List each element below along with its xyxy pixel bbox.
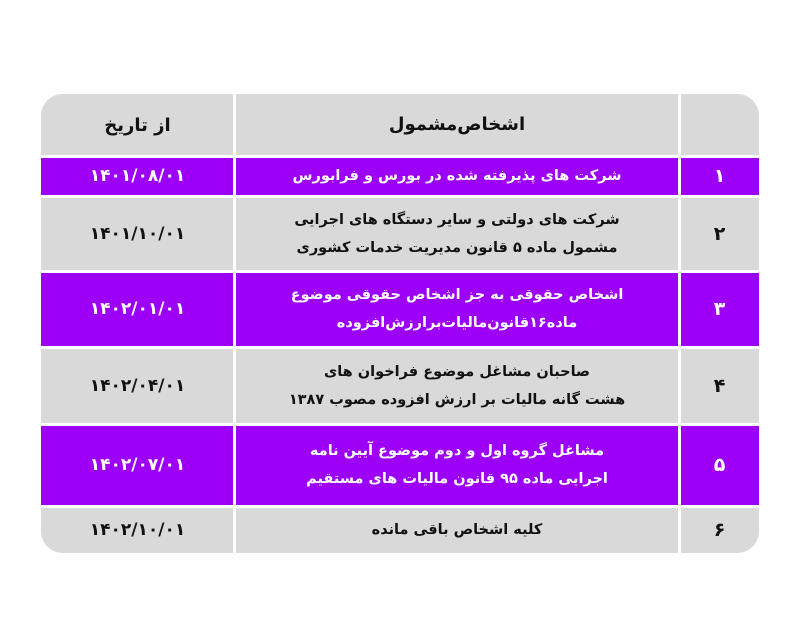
row-date: ۱۴۰۲/۰۴/۰۱: [89, 375, 186, 396]
row-divider: [41, 270, 759, 273]
column-divider: [233, 94, 236, 553]
row-date: ۱۴۰۱/۰۸/۰۱: [89, 166, 186, 186]
header-date: از تاریخ: [104, 114, 171, 136]
table-row: [41, 156, 759, 196]
row-date: ۱۴۰۱/۱۰/۰۱: [89, 223, 186, 244]
row-date: ۱۴۰۲/۰۷/۰۱: [89, 455, 186, 475]
row-description-line: مشاغل گروه اول و دوم موضوع آیین نامه: [309, 443, 605, 459]
row-divider: [41, 155, 759, 158]
row-description-line: شرکت های پذیرفته شده در بورس و فرابورس: [292, 168, 622, 184]
row-description-line: هشت گانه مالیات بر ارزش افزوده مصوب ۱۳۸۷: [288, 391, 626, 408]
table-row: [41, 347, 759, 424]
table-row: [41, 271, 759, 347]
row-date: ۱۴۰۲/۰۱/۰۱: [89, 299, 186, 319]
header-scope: اشخاص‌مشمول: [388, 114, 526, 135]
row-description-line: کلیه اشخاص باقی مانده: [371, 521, 543, 538]
column-divider: [678, 94, 681, 553]
table-header: [41, 94, 759, 156]
row-description: [234, 271, 680, 347]
row-number: ۳: [713, 298, 726, 320]
row-divider: [41, 195, 759, 198]
row-number: ۱: [713, 165, 726, 187]
row-description-line: صاحبان مشاغل موضوع فراخوان های: [323, 363, 591, 380]
table-row: [41, 506, 759, 553]
row-description: [234, 347, 680, 424]
schedule-table: [41, 94, 759, 553]
row-number: ۵: [713, 454, 726, 476]
row-description: [234, 424, 680, 506]
row-number: ۲: [713, 222, 726, 245]
row-number: ۶: [713, 518, 726, 541]
row-divider: [41, 346, 759, 349]
row-divider: [41, 423, 759, 426]
row-description-line: مشمول ماده ۵ قانون مدیریت خدمات کشوری: [296, 239, 618, 256]
row-description-line: ماده‌۱۶قانون‌مالیات‌برارزش‌افزوده: [336, 315, 578, 331]
header-num: [680, 94, 759, 156]
row-divider: [41, 505, 759, 508]
table-row: [41, 196, 759, 271]
row-description: [234, 156, 680, 196]
row-description-line: اشخاص حقوقی به جز اشخاص حقوقی موضوع: [290, 287, 624, 303]
row-description-line: اجرایی ماده ۹۵ قانون مالیات های مستقیم: [306, 471, 608, 487]
row-number: ۴: [713, 374, 726, 397]
row-description: [234, 196, 680, 271]
row-description-line: شرکت های دولتی و سایر دستگاه های اجرایی: [294, 211, 620, 228]
table-row: [41, 424, 759, 506]
row-description: [234, 506, 680, 553]
row-date: ۱۴۰۲/۱۰/۰۱: [89, 519, 186, 540]
